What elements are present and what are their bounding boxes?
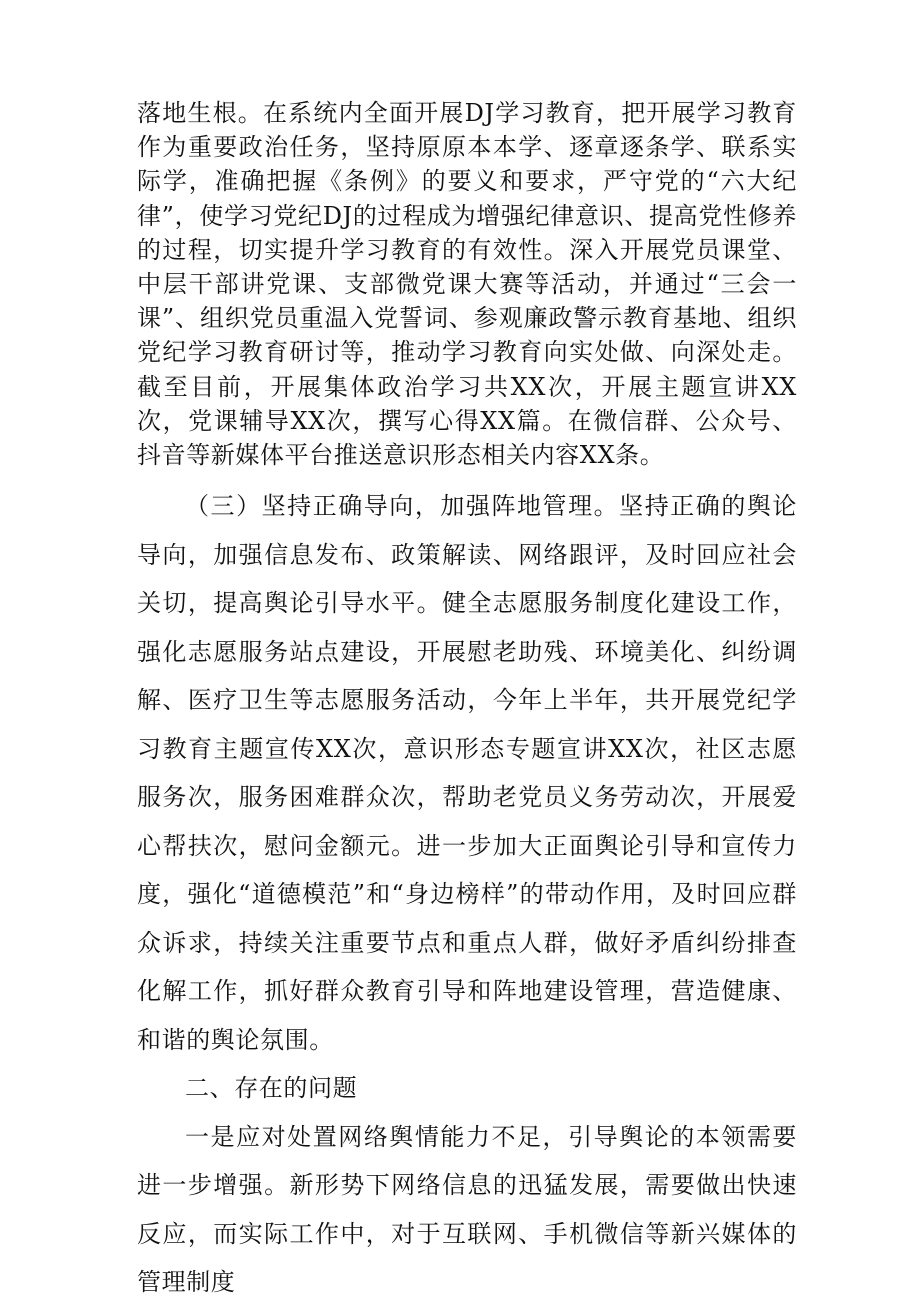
document-page	[137, 96, 797, 1307]
body-paragraph-public-opinion-guidance: （三）坚持正确导向，加强阵地管理。坚持正确的舆论导向，加强信息发布、政策解读、网络跟评，及时回应社会关切，提高舆论引导水平。健全志愿服务制度化建设工作，强化志愿服务站点建设，开展慰老助残、环境美化、纠纷调解、医疗卫生等志愿服务活动，今年上半年，共开展党纪学习教育主题宣传XX次，意识形态专题宣讲XX次，社区志愿服务次，服务困难群众次，帮助老党员义务劳动次，开展爱心帮扶次，慰问金额元。进一步加大正面舆论引导和宣传力度，强化“道德模范”和“身边榜样”的带动作用，及时回应群众诉求，持续关注重要节点和重点人群，做好矛盾纠纷排查化解工作，抓好群众教育引导和阵地建设管理，营造健康、和谐的舆论氛围。	[137, 492, 797, 1054]
section-heading-existing-problems: 二、存在的问题	[185, 1074, 358, 1103]
body-paragraph-study-education: 落地生根。在系统内全面开展DJ学习教育，把开展学习教育作为重要政治任务，坚持原原本本学、逐章逐条学、联系实际学，准确把握《条例》的要义和要求，严守党的“六大纪律”，使学习党纪DJ的过程成为增强纪律意识、提高党性修养的过程，切实提升学习教育的有效性。深入开展党员课堂、中层干部讲党课、支部微党课大赛等活动，并通过“三会一课”、组织党员重温入党誓词、参观廉政警示教育基地、组织党纪学习教育研讨等，推动学习教育向实处做、向深处走。截至目前，开展集体政治学习共XX次，开展主题宣讲XX次，党课辅导XX次，撰写心得XX篇。在微信群、公众号、抖音等新媒体平台推送意识形态相关内容XX条。	[137, 99, 797, 470]
body-paragraph-problem-one: 一是应对处置网络舆情能力不足，引导舆论的本领需要进一步增强。新形势下网络信息的迅猛发展，需要做出快速反应，而实际工作中，对于互联网、手机微信等新兴媒体的管理制度	[137, 1122, 797, 1297]
